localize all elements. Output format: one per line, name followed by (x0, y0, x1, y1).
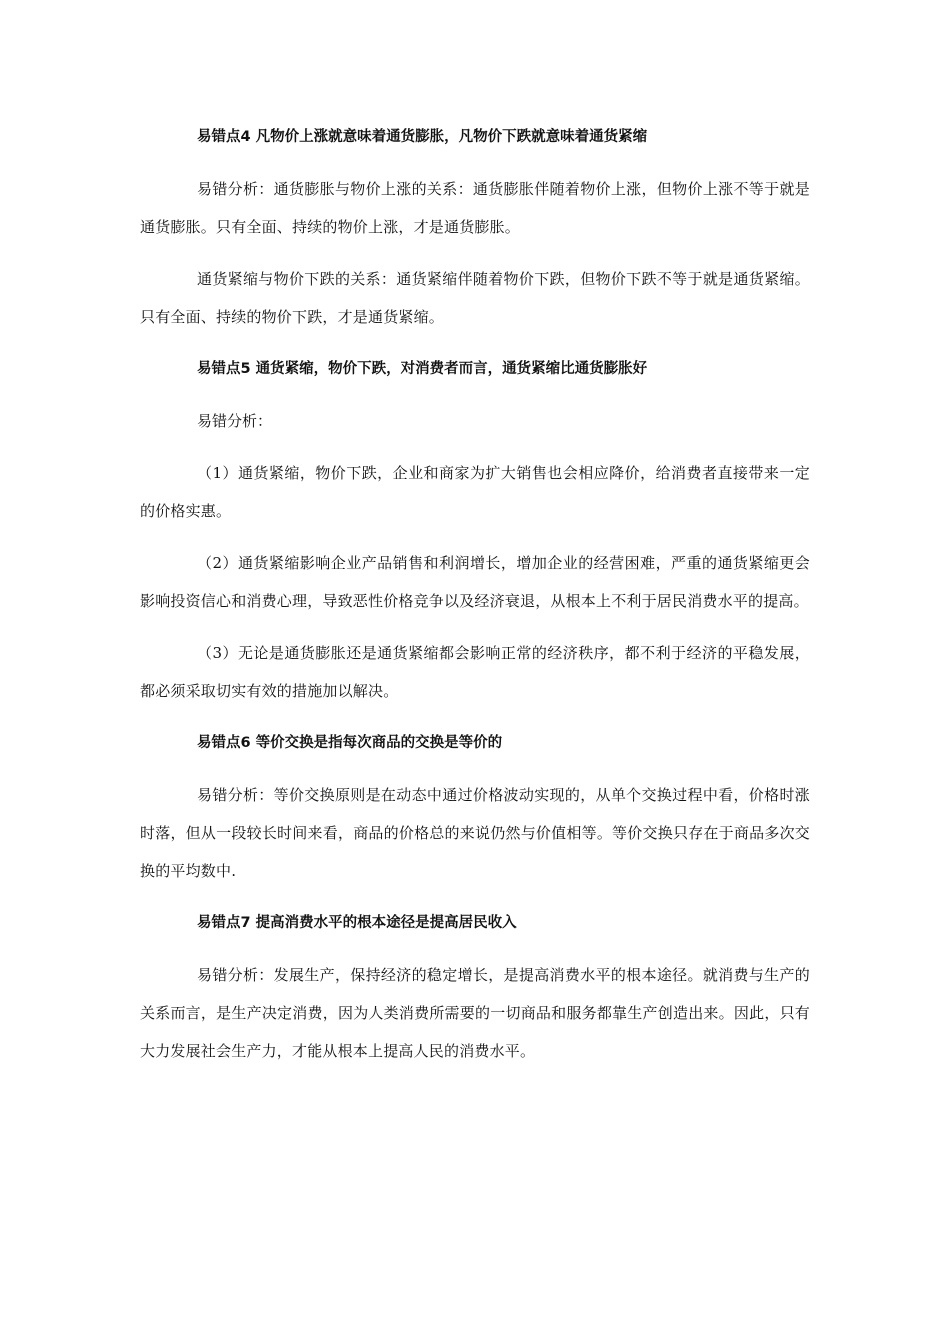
section-heading-4: 易错点4 凡物价上涨就意味着通货膨胀，凡物价下跌就意味着通货紧缩 (197, 129, 648, 145)
section-5-point-3: （3）无论是通货膨胀还是通货紧缩都会影响正常的经济秩序，都不利于经济的平稳发展，都必须采取切实有效的措施加以解决。 (140, 644, 810, 700)
section-4-extra: 通货紧缩与物价下跌的关系：通货紧缩伴随着物价下跌，但物价下跌不等于就是通货紧缩。只有全面、持续的物价下跌，才是通货紧缩。 (140, 270, 810, 326)
section-7-analysis: 易错分析：发展生产，保持经济的稳定增长，是提高消费水平的根本途径。就消费与生产的关系而言，是生产决定消费，因为人类消费所需要的一切商品和服务都靠生产创造出来。因此，只有大力发展社会生产力，才能从根本上提高人民的消费水平。 (140, 966, 810, 1060)
section-5-point-2: （2）通货紧缩影响企业产品销售和利润增长，增加企业的经营困难，严重的通货紧缩更会影响投资信心和消费心理，导致恶性价格竞争以及经济衰退，从根本上不利于居民消费水平的提高。 (140, 554, 810, 610)
section-heading-6: 易错点6 等价交换是指每次商品的交换是等价的 (197, 735, 503, 751)
section-heading-7: 易错点7 提高消费水平的根本途径是提高居民收入 (197, 915, 517, 931)
document-body (140, 124, 810, 1090)
section-heading-5: 易错点5 通货紧缩，物价下跌，对消费者而言，通货紧缩比通货膨胀好 (197, 361, 648, 377)
section-5-point-1: （1）通货紧缩，物价下跌，企业和商家为扩大销售也会相应降价，给消费者直接带来一定的价格实惠。 (140, 464, 810, 520)
section-5-analysis-label: 易错分析： (197, 412, 273, 430)
section-6-analysis: 易错分析：等价交换原则是在动态中通过价格波动实现的，从单个交换过程中看，价格时涨时落，但从一段较长时间来看，商品的价格总的来说仍然与价值相等。等价交换只存在于商品多次交换的平均数中. (140, 786, 810, 880)
section-4-analysis: 易错分析：通货膨胀与物价上涨的关系：通货膨胀伴随着物价上涨，但物价上涨不等于就是通货膨胀。只有全面、持续的物价上涨，才是通货膨胀。 (140, 180, 810, 236)
